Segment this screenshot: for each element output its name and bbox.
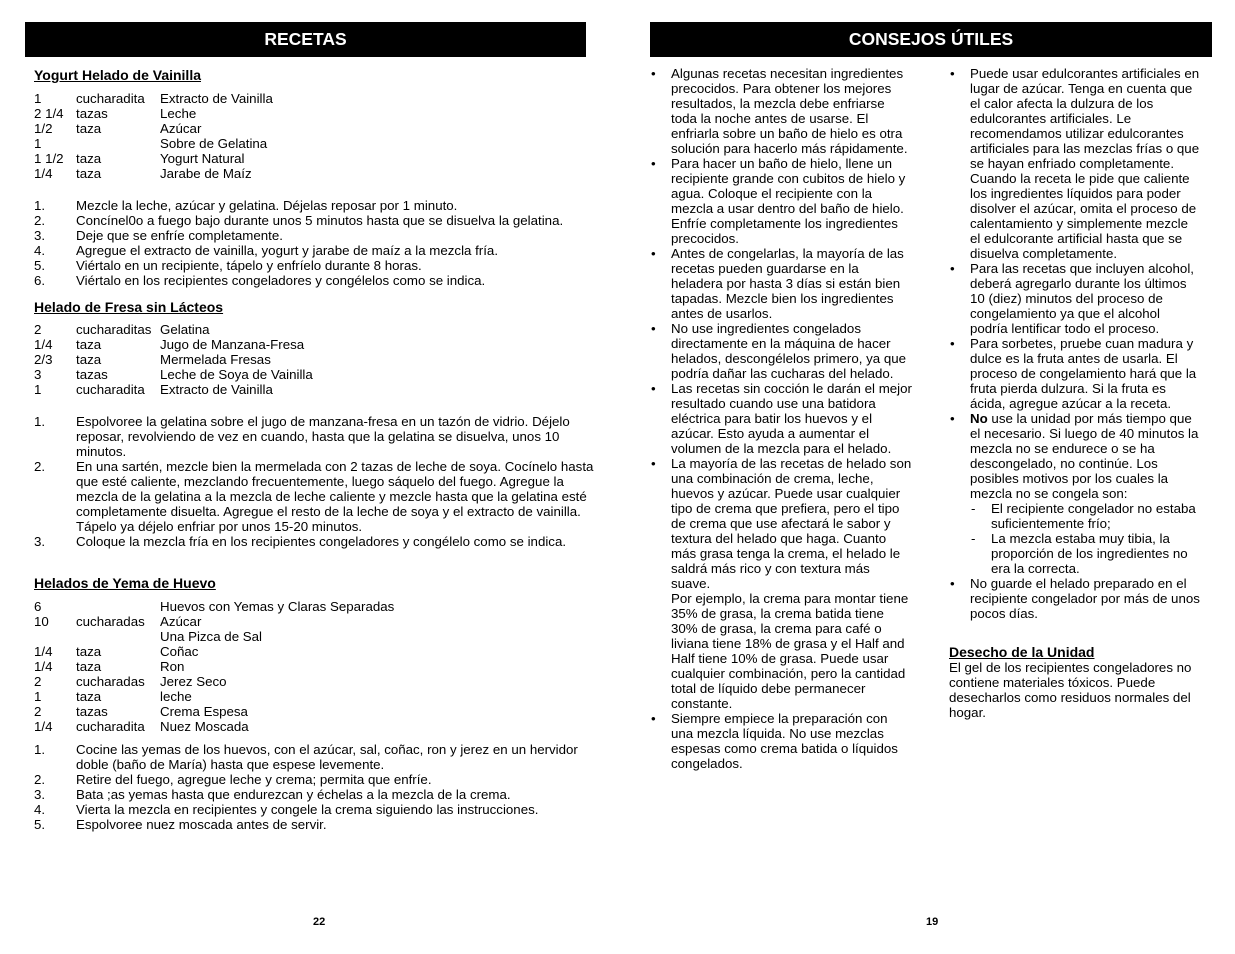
step-item: 5. Espolvoree nuez moscada antes de servir. xyxy=(34,817,327,832)
step-item: 3. Deje que se enfríe completamente. xyxy=(34,228,283,243)
ingredient-row: 2/3 taza Mermelada Fresas xyxy=(34,352,271,367)
step-item: 2. Concínel0o a fuego bajo durante unos 5 minutos hasta que se disuelva la gelatina. xyxy=(34,213,564,228)
tip-item: • Algunas recetas necesitan ingredientes precocidos. Para obtener los mejores resultados, la mezcla debe enfriarse toda la noche antes de usarse. El enfriarla sobre un baño de hielo es otra solución para hacerlo más rápidamente. xyxy=(651,66,908,156)
tip-item: • La mayoría de las recetas de helado son una combinación de crema, leche, huevos y azúcar. Puede usar cualquier tipo de crema que prefiera, pero el tipo de crema que use afectará le sabor y textura del helado que haga. Cuanto más grasa tenga la crema, el helado le saldrá más rico y con textura más suave. Por ejemplo, la crema para montar tiene 35% de grasa, la crema batida tiene 30% de grasa, la crema para café o liviana tiene 18% de grasa y el Half and Half tiene 10% de grasa. Puede usar cualquier combinación, pero la cantidad total de líquido debe permanecer constante. xyxy=(651,456,912,711)
disposal-text: El gel de los recipientes congeladores no contiene materiales tóxicos. Puede desecharlos como residuos normales del hogar. xyxy=(949,660,1192,720)
recetas-banner: RECETAS xyxy=(25,22,586,57)
tip-item: • Puede usar edulcorantes artificiales en lugar de azúcar. Tenga en cuenta que el calor afecta la dulzura de los edulcorantes artificiales. Le recomendamos utilizar edulcorantes artificiales para las mezclas frías o que se hayan enfriado completamente. Cuando la receta le pide que caliente los ingredientes líquidos para poder disolver el azúcar, omita el proceso de calentamiento y simplemente mezcle el edulcorante artificial hasta que se disuelva completamente. xyxy=(950,66,1200,261)
ingredient-row: 1 1/2 taza Yogurt Natural xyxy=(34,151,245,166)
steps-vainilla xyxy=(34,198,594,288)
ingredient-row: 1/4 cucharadita Nuez Moscada xyxy=(34,719,249,734)
tip-item: • Para las recetas que incluyen alcohol, deberá agregarlo durante los últimos 10 (diez) minutos del proceso de congelamiento ya que el alcohol podría lentificar todo el proceso. xyxy=(950,261,1194,336)
ingredient-row: 1 Sobre de Gelatina xyxy=(34,136,268,151)
step-item: 2. Retire del fuego, agregue leche y crema; permita que enfríe. xyxy=(34,772,432,787)
ingredient-row: 1/4 taza Coñac xyxy=(34,644,199,659)
tips-column-1 xyxy=(650,66,912,771)
ingredient-row: 1 cucharadita Extracto de Vainilla xyxy=(34,91,273,106)
ingredient-row: 2 cucharaditas Gelatina xyxy=(34,322,210,337)
ingredient-row: 2 tazas Crema Espesa xyxy=(34,704,248,719)
tip-example-text: Por ejemplo, la crema para montar tiene 35% de grasa, la crema batida tiene 30% de grasa, la crema para café o liviana tiene 18% de grasa y el Half and Half tiene 10% de grasa. Puede usar cualquier combinación, pero la cantidad total de líquido debe permanecer constante. xyxy=(671,591,909,711)
step-item: 2. En una sartén, mezcle bien la mermelada con 2 tazas de leche de soya. Cocínelo hasta que esté caliente, mezclando frecuentemente, luego sáquelo del fuego. Agregue la mezcla de la gelatina a la mezcla de leche caliente y mezcle hasta que la gelatina esté completamente disuelta. Agregue el resto de la leche de soya y el extracto de vainilla. Tápelo ya déjelo enfriar por unos 15-20 minutos. xyxy=(34,459,594,534)
ingredient-row: 1/4 taza Jugo de Manzana-Fresa xyxy=(34,337,305,352)
step-item: 3. Coloque la mezcla fría en los recipientes congeladores y congélelo como se indica. xyxy=(34,534,567,549)
step-item: 1. Mezcle la leche, azúcar y gelatina. Déjelas reposar por 1 minuto. xyxy=(34,198,458,213)
ingredient-row: 1/4 taza Jarabe de Maíz xyxy=(34,166,252,181)
reason-item: - El recipiente congelador no estaba suficientemente frío; xyxy=(971,501,1196,531)
steps-yema xyxy=(34,742,594,832)
tip-item: • Siempre empiece la preparación con una mezcla líquida. No use mezclas espesas como crema batida o líquidos congelados. xyxy=(651,711,898,771)
ingredient-row: Una Pizca de Sal xyxy=(160,629,262,644)
disposal-title: Desecho de la Unidad xyxy=(949,644,1095,660)
ingredient-row: 3 tazas Leche de Soya de Vainilla xyxy=(34,367,313,382)
tips-column-2 xyxy=(949,66,1201,720)
ingredient-row: 1/4 taza Ron xyxy=(34,659,185,674)
tip-item: • No use la unidad por más tiempo que el necesario. Si luego de 40 minutos la mezcla no se endurece o se ha descongelado, no continúe. Los posibles motivos por los cuales la mezcla no se congela son: - El recipiente congelador no estaba suficientemente frío; - La mezcla estaba muy tibia, la proporción de los ingredientes no era la correcta. xyxy=(949,411,1201,576)
tip-item: • No guarde el helado preparado en el recipiente congelador por más de unos pocos días. xyxy=(950,576,1200,621)
page-number-right: 19 xyxy=(926,916,939,928)
recipe-title-fresa: Helado de Fresa sin Lácteos xyxy=(34,299,224,315)
ingredient-row: 1 taza leche xyxy=(34,689,192,704)
step-item: 1. Espolvoree la gelatina sobre el jugo de manzana-fresa en un tazón de vidrio. Déjelo reposar, revolviendo de vez en cuando, hasta que la gelatina se disuelva, unos 10 minutos. xyxy=(34,414,570,459)
steps-fresa xyxy=(34,414,594,549)
ingredient-row: 10 cucharadas Azúcar xyxy=(34,614,202,629)
ingredients-fresa xyxy=(34,322,594,397)
recipe-title-yema: Helados de Yema de Huevo xyxy=(34,575,216,591)
tip-item: • Para hacer un baño de hielo, llene un recipiente grande con cubitos de hielo y agua. Coloque el recipiente con la mezcla a usar dentro del baño de hielo. Enfríe completamente los ingredientes precocidos. xyxy=(651,156,906,246)
step-item: 3. Bata ;as yemas hasta que endurezcan y échelas a la mezcla de la crema. xyxy=(34,787,511,802)
reason-item: - La mezcla estaba muy tibia, la proporción de los ingredientes no era la correcta. xyxy=(971,531,1188,576)
page-number-left: 22 xyxy=(313,916,326,928)
ingredients-vainilla xyxy=(34,91,594,181)
recipe-title-vainilla: Yogurt Helado de Vainilla xyxy=(34,67,201,83)
tip-item: • Para sorbetes, pruebe cuan madura y dulce es la fruta antes de usarla. El proceso de congelamiento hará que la fruta pierda dulzura. Si la fruta es ácida, agregue azúcar a la receta. xyxy=(950,336,1197,411)
tip-item: • Antes de congelarlas, la mayoría de las recetas pueden guardarse en la heladera por hasta 3 días si están bien tapadas. Mezcle bien los ingredientes antes de usarlos. xyxy=(651,246,904,321)
tip-item: • No use ingredientes congelados directamente en la máquina de hacer helados, descongélelos primero, ya que podría dañar las cucharas del helado. xyxy=(651,321,907,381)
step-item: 4. Agregue el extracto de vainilla, yogurt y jarabe de maíz a la mezcla fría. xyxy=(34,243,499,258)
step-item: 4. Vierta la mezcla en recipientes y congele la crema siguiendo las instrucciones. xyxy=(34,802,539,817)
ingredient-row: 2 1/4 tazas Leche xyxy=(34,106,197,121)
ingredient-row: 6 Huevos con Yemas y Claras Separadas xyxy=(34,599,395,614)
ingredient-row: 1/2 taza Azúcar xyxy=(34,121,202,136)
step-item: 1. Cocine las yemas de los huevos, con el azúcar, sal, coñac, ron y jerez en un hervidor doble (baño de María) hasta que espese levemente. xyxy=(34,742,578,772)
step-item: 5. Viértalo en un recipiente, tápelo y enfríelo durante 8 horas. xyxy=(34,258,422,273)
consejos-banner: CONSEJOS ÚTILES xyxy=(650,22,1212,57)
ingredient-row: 2 cucharadas Jerez Seco xyxy=(34,674,227,689)
ingredient-row: 1 cucharadita Extracto de Vainilla xyxy=(34,382,273,397)
tip-item: • Las recetas sin cocción le darán el mejor resultado cuando use una batidora eléctrica para batir los huevos y el azúcar. Esto ayuda a aumentar el volumen de la mezcla para el helado. xyxy=(651,381,912,456)
step-item: 6. Viértalo en los recipientes congeladores y congélelos como se indica. xyxy=(34,273,486,288)
ingredients-yema xyxy=(34,599,594,734)
